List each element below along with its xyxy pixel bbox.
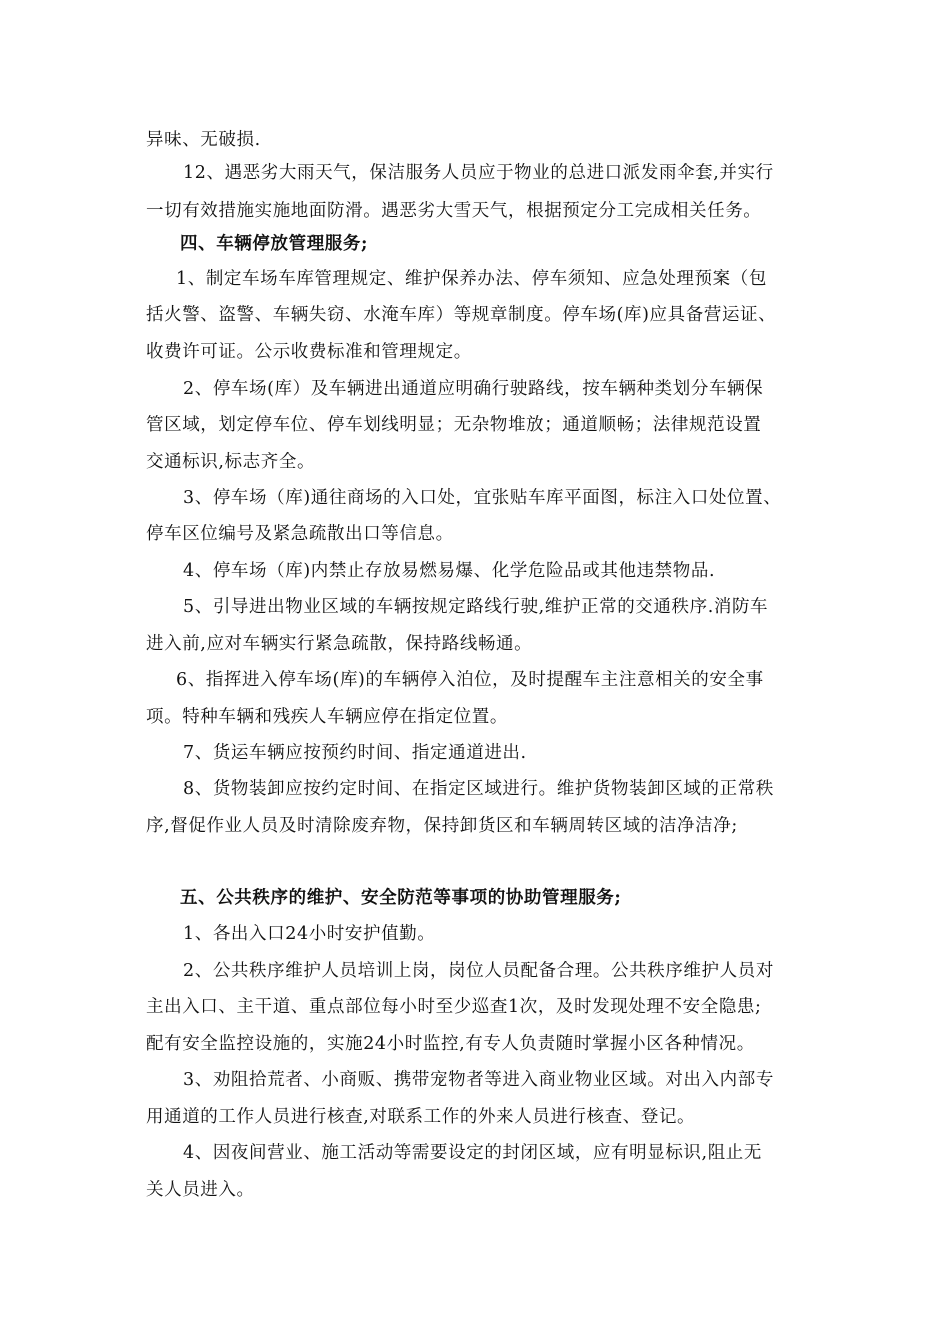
text-line: 关人员进入。 <box>146 1180 255 1200</box>
text-line: 配有安全监控设施的，实施24小时监控,有专人负责随时掌握小区各种情况。 <box>146 1034 755 1054</box>
text-line: 管区域，划定停车位、停车划线明显；无杂物堆放；通道顺畅；法律规范设置 <box>146 415 762 435</box>
text-line-item-2: 2、停车场(库）及车辆进出通道应明确行驶路线，按车辆种类划分车辆保 <box>183 379 764 399</box>
text-line-continuation: 异味、无破损. <box>146 130 261 150</box>
text-line-item-4: 4、停车场（库)内禁止存放易燃易爆、化学危险品或其他违禁物品. <box>183 561 716 581</box>
text-line-item-7: 7、货运车辆应按预约时间、指定通道进出. <box>183 743 527 763</box>
section-heading-public-order: 五、公共秩序的维护、安全防范等事项的协助管理服务; <box>180 888 622 908</box>
text-line-item-1: 1、制定车场车库管理规定、维护保养办法、停车须知、应急处理预案（包 <box>176 269 767 289</box>
text-line: 主出入口、主干道、重点部位每小时至少巡查1次，及时发现处理不安全隐患; <box>146 997 762 1017</box>
text-line-item-4: 4、因夜间营业、施工活动等需要设定的封闭区域，应有明显标识,阻止无 <box>183 1143 762 1163</box>
text-line-item-8: 8、货物装卸应按约定时间、在指定区域进行。维护货物装卸区域的正常秩 <box>183 779 774 799</box>
section-heading-vehicle-parking: 四、车辆停放管理服务; <box>180 234 369 254</box>
text-line-item-6: 6、指挥进入停车场(库)的车辆停入泊位，及时提醒车主注意相关的安全事 <box>176 670 764 690</box>
text-line: 括火警、盗警、车辆失窃、水淹车库）等规章制度。停车场(库)应具备营运证、 <box>146 305 777 325</box>
text-line: 交通标识,标志齐全。 <box>146 452 316 472</box>
text-line-item-12: 12、遇恶劣大雨天气，保洁服务人员应于物业的总进口派发雨伞套,并实行 <box>183 163 774 183</box>
text-line-item-3: 3、劝阻拾荒者、小商贩、携带宠物者等进入商业物业区域。对出入内部专 <box>183 1070 774 1090</box>
text-line-item-1: 1、各出入口24小时安护值勤。 <box>183 924 436 944</box>
text-line: 用通道的工作人员进行核查,对联系工作的外来人员进行核查、登记。 <box>146 1107 696 1127</box>
text-line-item-5: 5、引导进出物业区域的车辆按规定路线行驶,维护正常的交通秩序.消防车 <box>183 597 769 617</box>
text-line: 进入前,应对车辆实行紧急疏散，保持路线畅通。 <box>146 634 533 654</box>
text-line: 序,督促作业人员及时清除废弃物，保持卸货区和车辆周转区域的洁净洁净; <box>146 816 738 836</box>
text-line: 停车区位编号及紧急疏散出口等信息。 <box>146 524 454 544</box>
text-line-item-3: 3、停车场（库)通往商场的入口处，宜张贴车库平面图，标注入口处位置、 <box>183 488 782 508</box>
text-line: 收费许可证。公示收费标准和管理规定。 <box>146 342 472 362</box>
text-line: 项。特种车辆和残疾人车辆应停在指定位置。 <box>146 707 508 727</box>
text-line: 一切有效措施实施地面防滑。遇恶劣大雪天气，根据预定分工完成相关任务。 <box>146 201 762 221</box>
text-line-item-2: 2、公共秩序维护人员培训上岗，岗位人员配备合理。公共秩序维护人员对 <box>183 961 774 981</box>
